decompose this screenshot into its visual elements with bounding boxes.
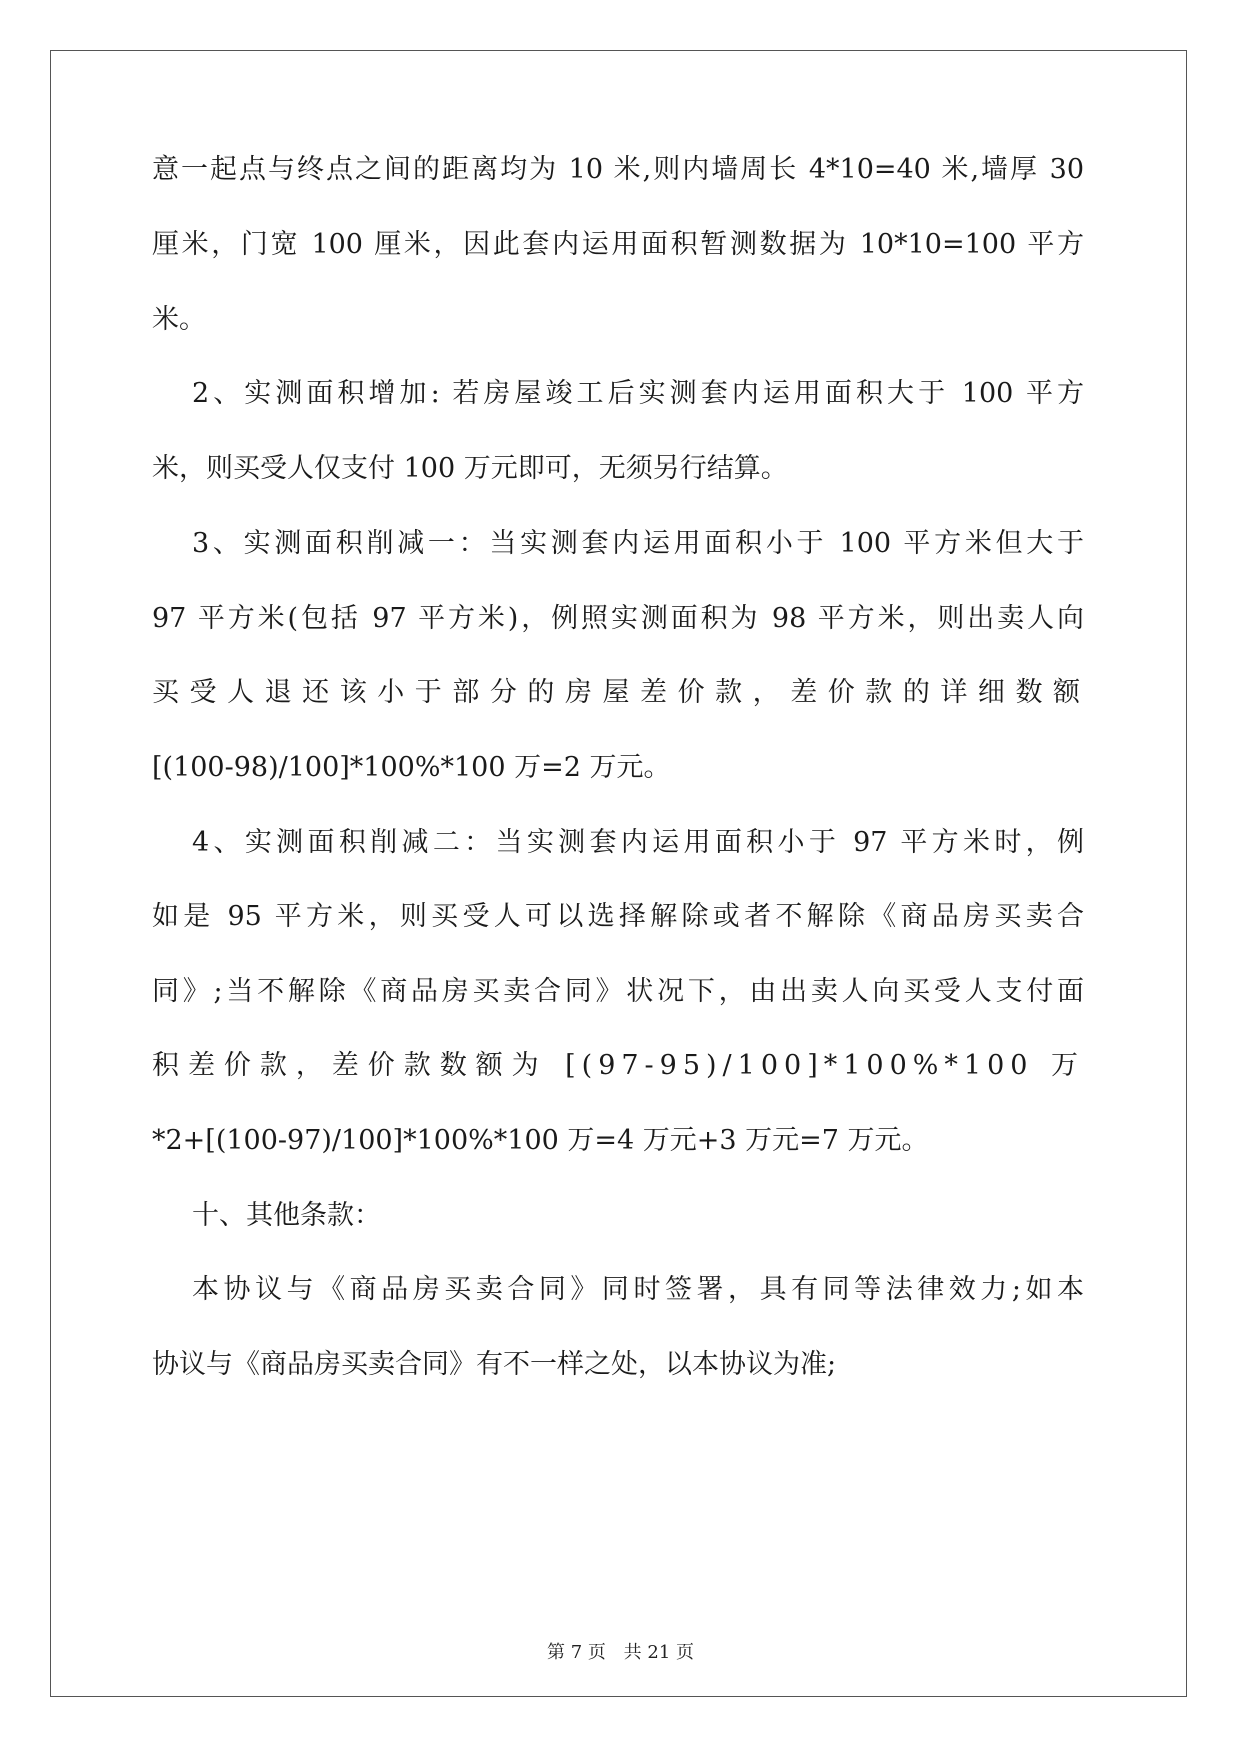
- page-total: 共 21 页: [623, 1642, 694, 1663]
- text-line: 同》;当不解除《商品房买卖合同》状况下，由出卖人向买受人支付面: [152, 976, 1084, 1007]
- text-line: 米。: [152, 304, 206, 335]
- page-footer: [0, 1638, 1241, 1664]
- paragraph-10-line: 本协议与《商品房买卖合同》同时签署，具有同等法律效力;如本: [192, 1274, 1084, 1305]
- text-line: [(100-98)/100]*100%*100 万=2 万元。: [152, 752, 671, 783]
- text-line: 买受人退还该小于部分的房屋差价款，差价款的详细数额: [152, 677, 1084, 708]
- paragraph-3-line: 3、实测面积削减一：当实测套内运用面积小于 100 平方米但大于: [192, 528, 1084, 559]
- text-line: 意一起点与终点之间的距离均为 10 米,则内墙周长 4*10=40 米,墙厚 30: [152, 154, 1084, 185]
- text-line: 97 平方米(包括 97 平方米)，例照实测面积为 98 平方米，则出卖人向: [152, 603, 1084, 634]
- text-line: 米，则买受人仅支付 100 万元即可，无须另行结算。: [152, 453, 788, 484]
- section-heading: 十、其他条款：: [192, 1200, 381, 1231]
- paragraph-2-line: 2、实测面积增加: 若房屋竣工后实测套内运用面积大于 100 平方: [192, 378, 1084, 409]
- text-line: 如是 95 平方米，则买受人可以选择解除或者不解除《商品房买卖合: [152, 901, 1084, 932]
- text-line: *2+[(100-97)/100]*100%*100 万=4 万元+3 万元=7 万元。: [152, 1125, 929, 1156]
- page-border: [50, 50, 1187, 1697]
- text-line: 协议与《商品房买卖合同》有不一样之处，以本协议为准;: [152, 1349, 837, 1380]
- page-number: 第 7 页: [547, 1642, 606, 1663]
- text-line: 积差价款，差价款数额为 [(97-95)/100]*100%*100 万: [152, 1050, 1084, 1081]
- text-line: 厘米，门宽 100 厘米，因此套内运用面积暂测数据为 10*10=100 平方: [152, 229, 1084, 260]
- paragraph-4-line: 4、实测面积削减二：当实测套内运用面积小于 97 平方米时，例: [192, 827, 1084, 858]
